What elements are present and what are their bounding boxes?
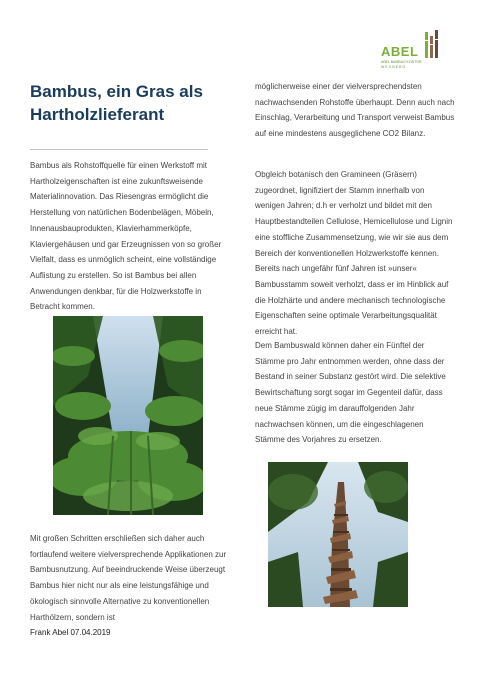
bamboo-forest-photo [53, 316, 203, 515]
paragraph-co2: möglicherweise einer der vielversprechendsten nachwachsenden Rohstoffe überhaupt. Denn auch nach Einschlag, Verarbeitung und Transport verweist Bambus auf eine mindestens ausgeglichene CO2 Bilanz. [255, 82, 455, 139]
logo-wordmark: ABEL [381, 44, 419, 59]
abel-logo [381, 30, 447, 70]
title-divider [30, 149, 208, 150]
article-title: Bambus, ein Gras als Hartholzlieferant [30, 82, 203, 124]
paragraph-intro: Bambus als Rohstoffquelle für einen Werkstoff mit Hartholzeigenschaften ist eine zukunftsweisende Materialinnovation. Das Riesengras ermöglicht die Herstellung von natürlichen Bodenbelägen, Möbeln, Innenausbauprodukten, Klavierhammerköpfe, Klaviergehäusen und gar Erzeugnissen von so großer Vielfalt, dass es unmöglich scheint, eine vollständige Auflistung zu erstellen. So ist Bambus bei allen Anwendungen denkbar, für die Holzwerkstoffe in Betracht kommen. [30, 161, 222, 312]
bamboo-stem-photo [268, 462, 408, 607]
paragraph-botany: Obgleich botanisch den Gramineen (Gräsern) zugeordnet, lignifiziert der Stamm innerhalb von wenigen Jahren; d.h er verholzt und bildet mit den Hauptbestandteilen Cellulose, Hemicellulose und Lignin eine stoffliche Zusammensetzung, wie wir sie aus dem Bereich der konventionellen Holzwerkstoffe kennen. Bereits nach ungefähr fünf Jahren ist »unser« Bambusstamm soweit verholzt, dass er im Hinblick auf die Holzhärte und andere mechanisch technologische Eigenschaften seine optimale Verarbeitungsqualität erreicht hat. [255, 170, 453, 337]
logo-tagline: ABEL BAMBUS KONTOR [381, 60, 422, 64]
footer-author-date: Frank Abel 07.04.2019 [30, 628, 111, 637]
paragraph-applications: Mit großen Schritten erschließen sich daher auch fortlaufend weitere vielversprechende Applikationen zur Bambusnutzung. Auf beeindruckende Weise überzeugt Bambus hier nicht nur als eine leistungsfähige und ökologisch sinnvolle Alternative zu konventionellen Harthölzern, sondern ist [30, 534, 227, 622]
paragraph-harvest: Dem Bambuswald können daher ein Fünftel der Stämme pro Jahr entnommen werden, ohne dass der Bestand in seiner Substanz gestört wird. Die selektive Bewirtschaftung sorgt sogar im Gegenteil dafür, dass neue Stämme zügig im darauffolgenden Jahr nachwachsen können, um die eingeschlagenen Stämme des Vorjahres zu ersetzen. [255, 341, 446, 445]
logo-subline: WEGBERG [381, 65, 407, 69]
